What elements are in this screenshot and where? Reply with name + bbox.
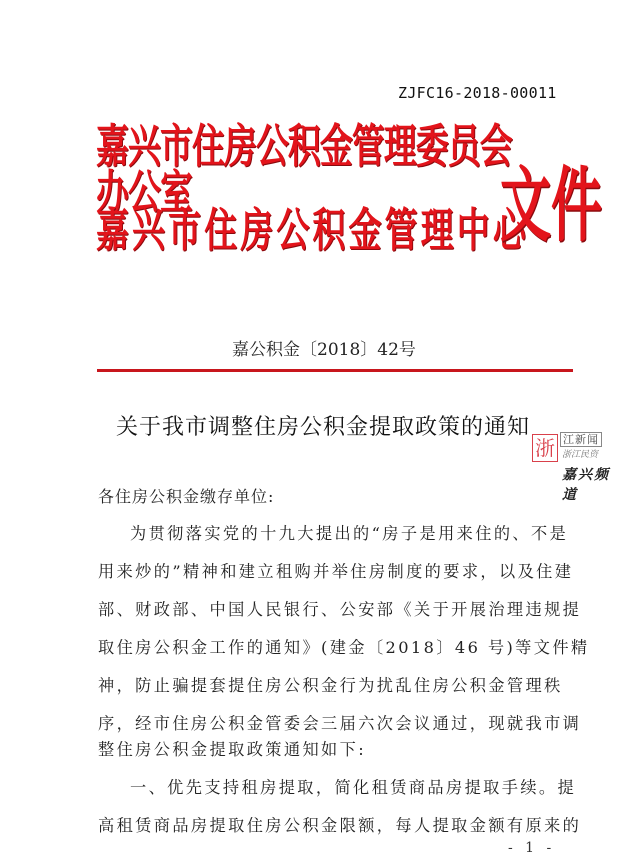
issuer-line-2: 嘉兴市住房公积金管理中心 [96, 204, 529, 258]
body-line: 神，防止骗提套提住房公积金行为扰乱住房公积金管理秩 [98, 676, 563, 695]
issuer-line-1: 嘉兴市住房公积金管理委员会办公室 [96, 120, 512, 220]
document-code: ZJFC16-2018-00011 [398, 84, 557, 102]
body-line: 部、财政部、中国人民银行、公安部《关于开展治理违规提 [98, 600, 582, 619]
document-number: 嘉公积金〔2018〕42号 [232, 340, 416, 360]
red-divider [97, 369, 573, 372]
watermark-top-text: 江新闻 [560, 432, 602, 447]
page-number: - 1 - [508, 840, 556, 856]
watermark-channel-text: 嘉兴频道 [562, 467, 610, 503]
body-line: 高租赁商品房提取住房公积金限额，每人提取金额有原来的 [98, 816, 582, 835]
body-line: 一、优先支持租房提取，简化租赁商品房提取手续。提 [130, 778, 577, 797]
document-type-label: 文件 [500, 159, 602, 254]
body-line: 整住房公积金提取政策通知如下: [98, 740, 367, 759]
news-watermark [532, 432, 618, 503]
salutation: 各住房公积金缴存单位: [98, 487, 275, 506]
body-line: 取住房公积金工作的通知》(建金〔2018〕46 号)等文件精 [98, 638, 590, 657]
body-line: 为贯彻落实党的十九大提出的“房子是用来住的、不是 [130, 524, 569, 543]
watermark-sub-text: 浙江民资 [562, 450, 599, 460]
body-line: 序，经市住房公积金管委会三届六次会议通过，现就我市调 [98, 714, 582, 733]
body-line: 用来炒的”精神和建立租购并举住房制度的要求，以及住建 [98, 562, 574, 581]
notice-title: 关于我市调整住房公积金提取政策的通知 [116, 415, 531, 440]
seal-icon: 浙 [532, 434, 558, 462]
